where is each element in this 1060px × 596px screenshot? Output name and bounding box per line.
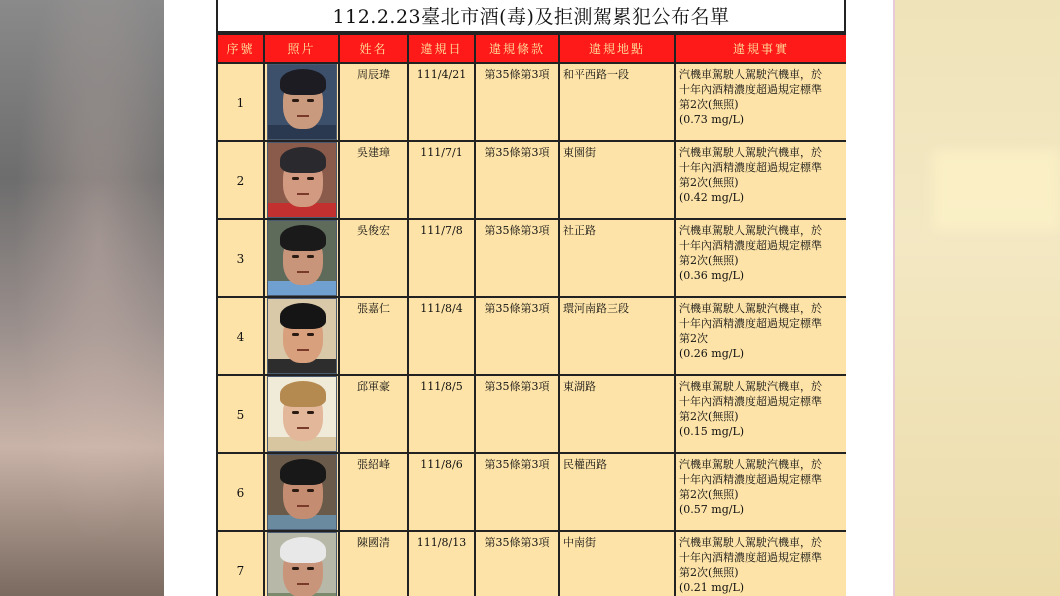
location-cell: 中南街	[559, 531, 675, 596]
date-cell: 111/8/13	[408, 531, 475, 596]
photo-cell	[264, 375, 339, 453]
header-seq: 序號	[217, 34, 264, 63]
fact-line: 第2次(無照)	[679, 254, 739, 267]
seq-cell: 2	[217, 141, 264, 219]
name-cell: 周辰瑋	[339, 63, 408, 141]
fact-line: 第2次(無照)	[679, 410, 739, 423]
date-cell: 111/8/5	[408, 375, 475, 453]
name-cell: 邱軍豪	[339, 375, 408, 453]
fact-cell	[675, 531, 846, 596]
fact-line: (0.73 mg/L)	[679, 113, 745, 126]
fact-line: (0.57 mg/L)	[679, 503, 745, 516]
seq-cell: 3	[217, 219, 264, 297]
fact-cell	[675, 219, 846, 297]
photo-cell	[264, 219, 339, 297]
table-row	[217, 375, 846, 453]
photo-cell	[264, 453, 339, 531]
law-cell: 第35條第3項	[475, 141, 559, 219]
location-cell: 環河南路三段	[559, 297, 675, 375]
header-date: 違規日	[408, 34, 475, 63]
header-fact: 違規事實	[675, 34, 846, 63]
date-cell: 111/7/8	[408, 219, 475, 297]
fact-line: 第2次(無照)	[679, 566, 739, 579]
fact-line: 十年內酒精濃度超過規定標準	[679, 239, 822, 252]
list-sheet	[216, 0, 846, 596]
header-location: 違規地點	[559, 34, 675, 63]
location-cell: 東湖路	[559, 375, 675, 453]
table-row	[217, 531, 846, 596]
header-photo: 照片	[264, 34, 339, 63]
table-row	[217, 141, 846, 219]
law-cell: 第35條第3項	[475, 375, 559, 453]
seq-cell: 7	[217, 531, 264, 596]
name-cell: 吳建璋	[339, 141, 408, 219]
name-cell: 吳俊宏	[339, 219, 408, 297]
fact-line: 汽機車駕駛人駕駛汽機車，於	[679, 458, 822, 471]
fact-line: (0.15 mg/L)	[679, 425, 745, 438]
person-photo	[267, 454, 337, 530]
seq-cell: 5	[217, 375, 264, 453]
fact-line: 十年內酒精濃度超過規定標準	[679, 395, 822, 408]
fact-line: 第2次(無照)	[679, 176, 739, 189]
law-cell: 第35條第3項	[475, 63, 559, 141]
seq-cell: 1	[217, 63, 264, 141]
offender-table	[216, 33, 846, 596]
fact-line: (0.42 mg/L)	[679, 191, 745, 204]
law-cell: 第35條第3項	[475, 531, 559, 596]
person-photo	[267, 220, 337, 296]
date-cell: 111/4/21	[408, 63, 475, 141]
law-cell: 第35條第3項	[475, 297, 559, 375]
law-cell: 第35條第3項	[475, 219, 559, 297]
date-cell: 111/7/1	[408, 141, 475, 219]
fact-line: (0.21 mg/L)	[679, 581, 745, 594]
law-cell: 第35條第3項	[475, 453, 559, 531]
person-photo	[267, 64, 337, 140]
fact-line: 十年內酒精濃度超過規定標準	[679, 161, 822, 174]
table-row	[217, 453, 846, 531]
fact-line: 汽機車駕駛人駕駛汽機車，於	[679, 146, 822, 159]
fact-line: 第2次(無照)	[679, 98, 739, 111]
fact-line: 汽機車駕駛人駕駛汽機車，於	[679, 224, 822, 237]
table-row	[217, 63, 846, 141]
fact-line: 汽機車駕駛人駕駛汽機車，於	[679, 68, 822, 81]
fact-line: 汽機車駕駛人駕駛汽機車，於	[679, 536, 822, 549]
date-cell: 111/8/4	[408, 297, 475, 375]
person-photo	[267, 298, 337, 374]
fact-line: 十年內酒精濃度超過規定標準	[679, 551, 822, 564]
photo-cell	[264, 63, 339, 141]
person-photo	[267, 532, 337, 596]
seq-cell: 6	[217, 453, 264, 531]
location-cell: 東園街	[559, 141, 675, 219]
fact-line: (0.36 mg/L)	[679, 269, 745, 282]
table-body	[217, 63, 846, 596]
fact-cell	[675, 141, 846, 219]
photo-cell	[264, 531, 339, 596]
divider-line	[893, 0, 895, 596]
name-cell: 陳國清	[339, 531, 408, 596]
seq-cell: 4	[217, 297, 264, 375]
fact-line: 汽機車駕駛人駕駛汽機車，於	[679, 380, 822, 393]
blurred-background-left	[0, 0, 164, 596]
fact-line: 汽機車駕駛人駕駛汽機車，於	[679, 302, 822, 315]
header-name: 姓名	[339, 34, 408, 63]
fact-line: 十年內酒精濃度超過規定標準	[679, 473, 822, 486]
location-cell: 民權西路	[559, 453, 675, 531]
fact-cell	[675, 375, 846, 453]
date-cell: 111/8/6	[408, 453, 475, 531]
person-photo	[267, 142, 337, 218]
fact-line: 十年內酒精濃度超過規定標準	[679, 83, 822, 96]
photo-cell	[264, 297, 339, 375]
document-page	[164, 0, 893, 596]
fact-cell	[675, 453, 846, 531]
photo-cell	[264, 141, 339, 219]
table-row	[217, 219, 846, 297]
fact-line: 第2次(無照)	[679, 488, 739, 501]
document-title: 112.2.23臺北市酒(毒)及拒測駕累犯公布名單	[216, 0, 846, 33]
fact-line: 十年內酒精濃度超過規定標準	[679, 317, 822, 330]
location-cell: 社正路	[559, 219, 675, 297]
person-photo	[267, 376, 337, 452]
blurred-background-right	[893, 0, 1060, 596]
fact-cell	[675, 297, 846, 375]
header-law: 違規條款	[475, 34, 559, 63]
blurred-highlight	[933, 150, 1060, 230]
table-header-row	[217, 34, 846, 63]
table-row	[217, 297, 846, 375]
location-cell: 和平西路一段	[559, 63, 675, 141]
fact-line: (0.26 mg/L)	[679, 347, 745, 360]
name-cell: 張紹峰	[339, 453, 408, 531]
fact-cell	[675, 63, 846, 141]
name-cell: 張嘉仁	[339, 297, 408, 375]
fact-line: 第2次	[679, 332, 708, 345]
